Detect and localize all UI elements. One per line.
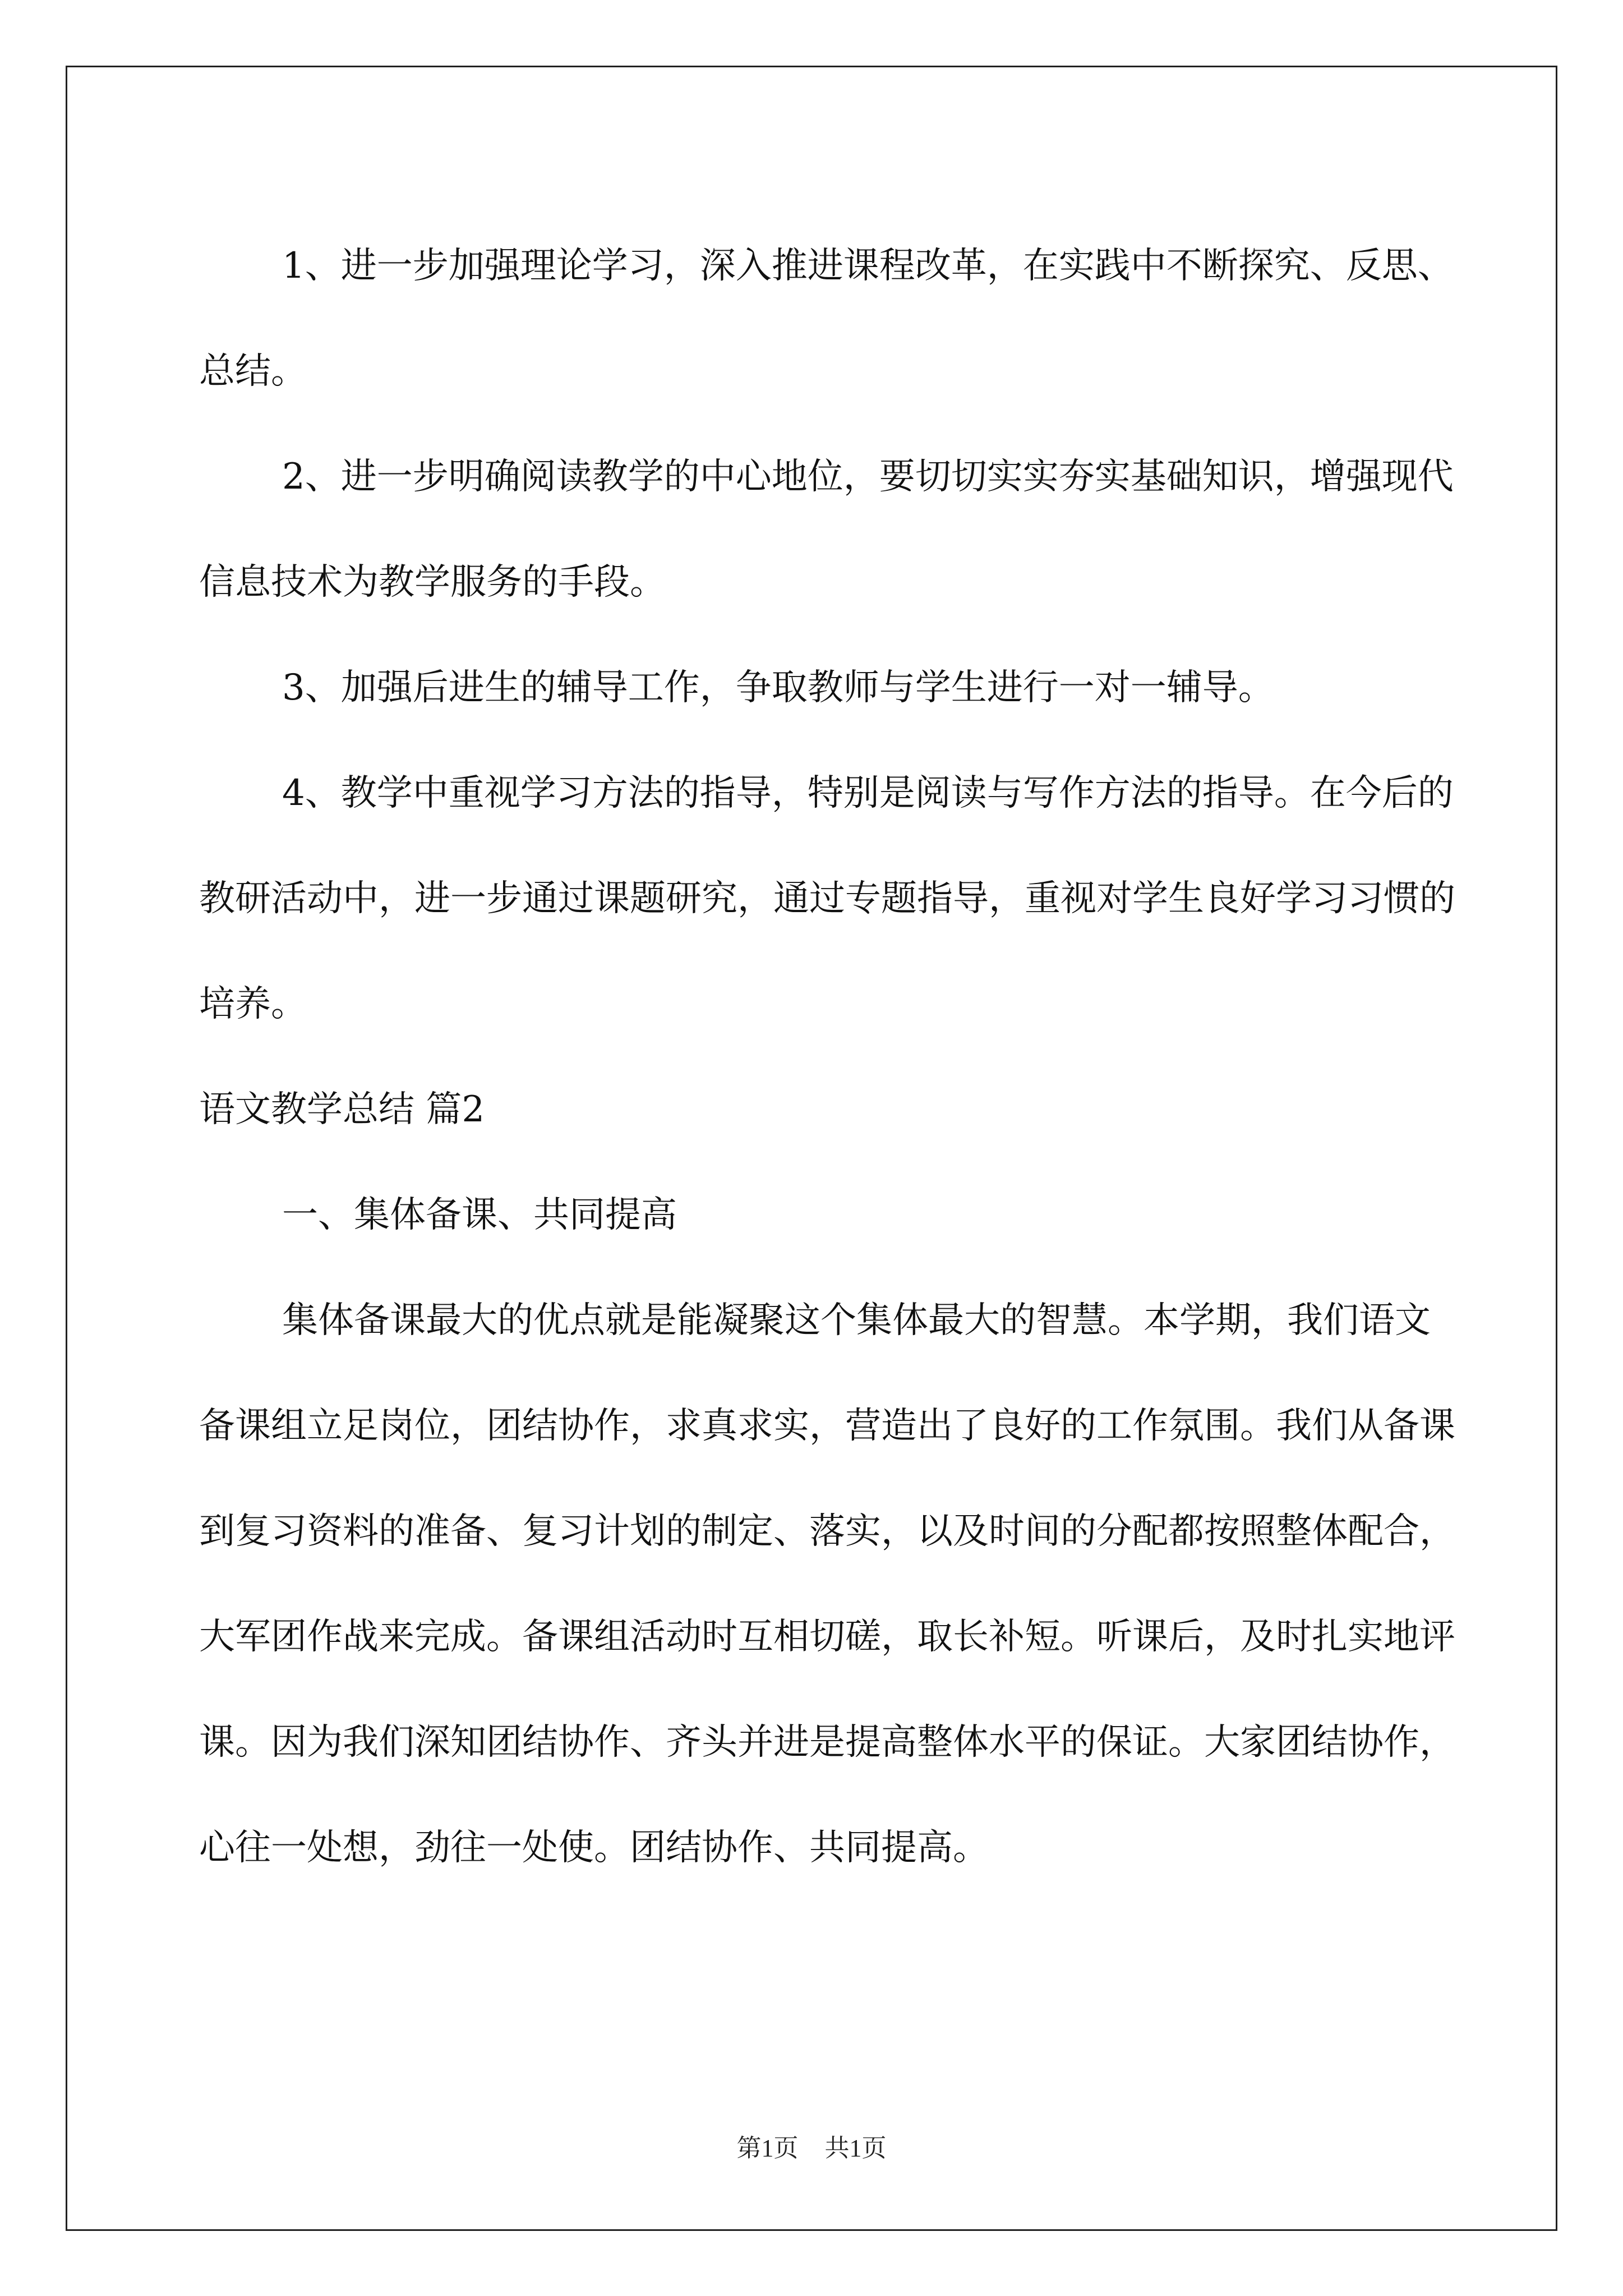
section-heading: 语文教学总结 篇2: [199, 1089, 485, 1130]
paragraph-3: 3、加强后进生的辅导工作，争取教师与学生进行一对一辅导。: [282, 667, 1274, 708]
page-number-current: 第1页: [736, 2134, 799, 2162]
document-body: [199, 213, 1461, 1901]
paragraph-5: 集体备课最大的优点就是能凝聚这个集体最大的智慧。本学期，我们语文备课组立足岗位，团结协作，求真求实，营造出了良好的工作氛围。我们从备课到复习资料的准备、复习计划的制定、落实，以及时间的分配都按照整体配合，大军团作战来完成。备课组活动时互相切磋，取长补短。听课后，及时扎实地评课。因为我们深知团结协作、齐头并进是提高整体水平的保证。大家团结协作，心往一处想，劲往一处使。团结协作、共同提高。: [199, 1300, 1455, 1869]
paragraph-1: 1、进一步加强理论学习，深入推进课程改革，在实践中不断探究、反思、总结。: [199, 245, 1454, 392]
page-footer: [0, 2128, 1623, 2164]
paragraph-4: 4、教学中重视学习方法的指导，特别是阅读与写作方法的指导。在今后的教研活动中，进一步通过课题研究，通过专题指导，重视对学生良好学习习惯的培养。: [199, 772, 1455, 1025]
paragraph-2: 2、进一步明确阅读教学的中心地位，要切切实实夯实基础知识，增强现代信息技术为教学服务的手段。: [199, 456, 1454, 603]
subsection-title: 一、集体备课、共同提高: [282, 1194, 677, 1236]
page-number-total: 共1页: [824, 2134, 887, 2162]
